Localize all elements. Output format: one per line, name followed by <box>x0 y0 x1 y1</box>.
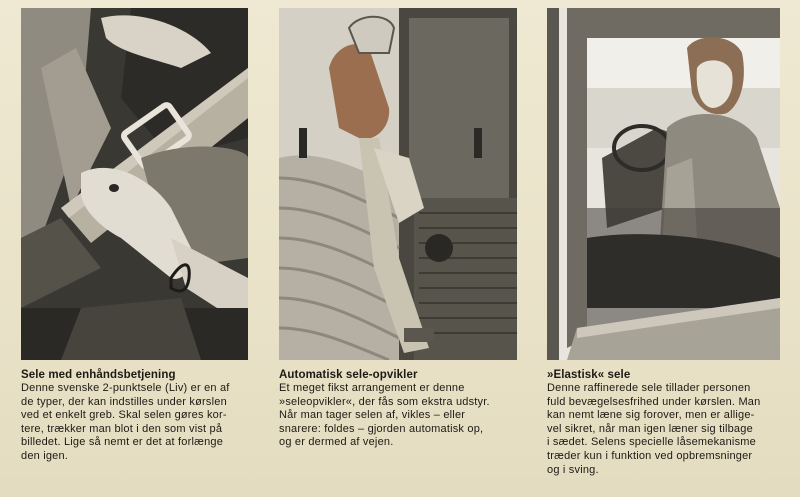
photo-belt-retractor <box>279 8 517 360</box>
caption-column-1 <box>21 368 256 464</box>
caption-body: Denne raffinerede sele tillader personen fuld bevægelsesfrihed under kørslen. Man kan nemt læne sig forover, men er allige- vel sikret, når man igen læner sig tilbage i sædet. Selens specielle låsemekanisme træder kun i funktion ved opbremsninger og i sving. <box>547 382 761 476</box>
caption-column-2 <box>279 368 524 450</box>
caption-column-3 <box>547 368 787 477</box>
photo-belt-buckle-adjustment <box>21 8 248 360</box>
caption-title: Automatisk sele-opvikler <box>279 369 418 381</box>
photo-woman-in-car <box>547 8 780 360</box>
caption-title: »Elastisk« sele <box>547 369 631 381</box>
caption-title: Sele med enhåndsbetjening <box>21 369 176 381</box>
caption-body: Denne svenske 2-punktsele (Liv) er en af de typer, der kan indstilles under kørslen ved et enkelt greb. Skal selen gøres kor- tere, trækker man blot i den som vist på billedet. Lige så nemt er det at forlænge den igen. <box>21 382 230 462</box>
caption-body: Et meget fikst arrangement er denne »seleopvikler«, der fås som ekstra udstyr. Når man tager selen af, vikles – eller snarere: foldes – gjorden automatisk op, og er dermed af vejen. <box>279 382 490 449</box>
